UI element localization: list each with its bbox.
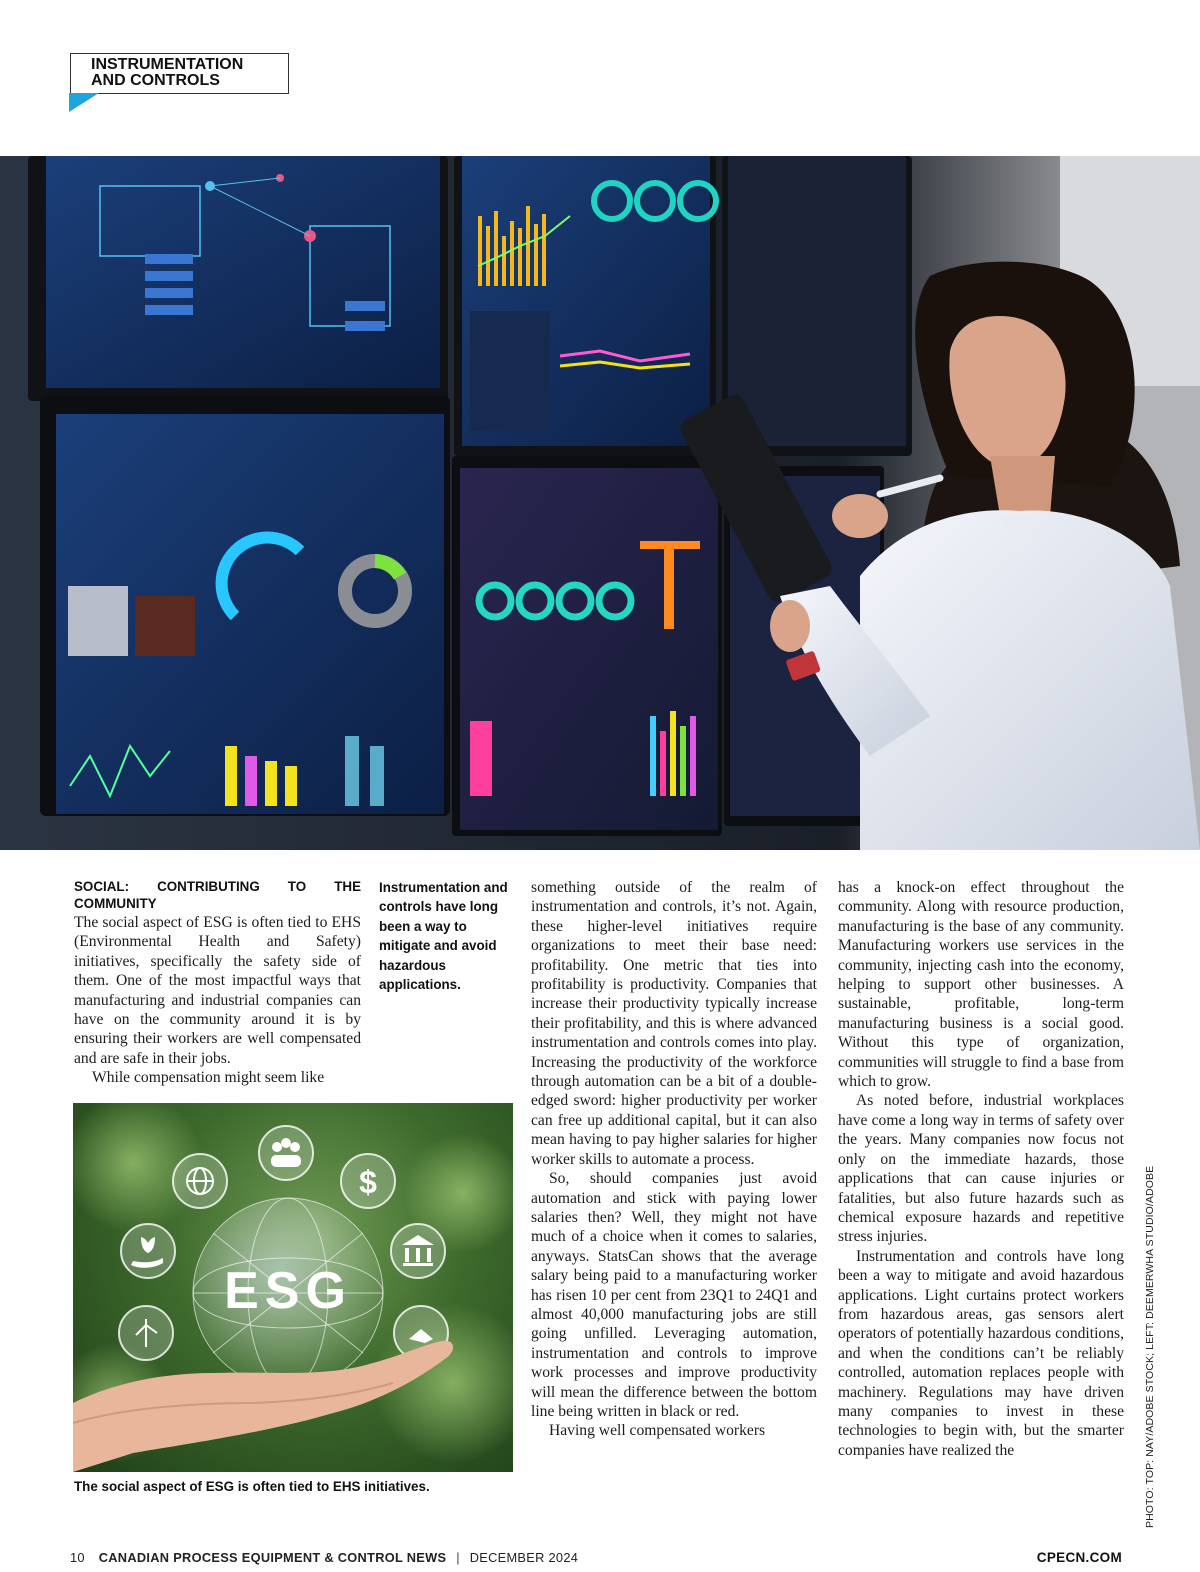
section-tag-line1: INSTRUMENTATION <box>91 56 244 73</box>
section-tag-line2: AND CONTROLS <box>91 72 220 89</box>
section-subhead: SOCIAL: CONTRIBUTING TO THE COMMUNITY <box>74 879 361 911</box>
image-caption: The social aspect of ESG is often tied to EHS initiatives. <box>74 1479 430 1494</box>
section-tag <box>70 53 289 94</box>
photo-credit: PHOTO: TOP: NAY/ADOBE STOCK; LEFT: DEEMERWHA STUDIO/ADOBE <box>1144 1165 1156 1528</box>
body-paragraph: has a knock-on effect throughout the community. Along with resource production, manufacturing is the base of any community. Manufacturing workers use services in the community, injecting cash into the economy, helping to support other businesses. A sustainable, profitable, long-term manufacturing business is a social good. Without this type of organization, communities will struggle to find a base from which to grow. <box>838 879 1124 1091</box>
body-paragraph: Having well compensated workers <box>549 1422 766 1440</box>
pull-quote: Instrumentation and controls have long been a way to mitigate and avoid hazardous applications. <box>379 880 508 993</box>
publication-name: CANADIAN PROCESS EQUIPMENT & CONTROL NEWS <box>98 1550 447 1565</box>
people-icon <box>259 1126 313 1180</box>
body-paragraph: So, should companies just avoid automation and stick with paying lower salaries then? Well, they might not have much of a choice when it comes to salaries, anyways. StatsCan shows that the average salary being paid to a manufacturing worker has risen 10 per cent from 23Q1 to 24Q1 and almost 40,000 manufacturing jobs are still going unfilled. Leveraging automation, instrumentation and controls to improve work processes and improve productivity will mean the difference between the bottom line being written in black or red. <box>531 1170 817 1420</box>
body-paragraph: As noted before, industrial workplaces have come a long way in terms of safety over the years. Many companies now focus not only on the immediate hazards, those applications that can cause injuries or fatalities, but also future hazards such as chemical exposure hazards and repetitive stress injuries. <box>838 1092 1124 1246</box>
page-footer <box>70 1550 578 1565</box>
body-paragraph: While compensation might seem like <box>92 1069 325 1087</box>
article-column-4 <box>838 878 1124 1460</box>
svg-text:$: $ <box>359 1164 377 1200</box>
footer-separator: | <box>456 1550 460 1565</box>
article-column-3 <box>531 878 817 1441</box>
esg-label: ESG <box>224 1262 352 1320</box>
article-column-1 <box>74 878 361 1088</box>
esg-image <box>73 1103 513 1472</box>
page-number: 10 <box>70 1550 85 1565</box>
body-paragraph: Instrumentation and controls have long been a way to mitigate and avoid hazardous applications. Light curtains protect workers from hazardous areas, gas sensors alert operators of potentially hazardous conditions, and when the conditions can’t be reliably controlled, automation replaces people with machinery. Regulations may have driven many companies to invest in these technologies to begin with, but the smarter companies have realized the <box>838 1247 1124 1459</box>
hero-photo <box>0 156 1200 850</box>
body-paragraph: something outside of the realm of instrumentation and controls, it’s not. Again, these higher-level initiatives require organizations to meet their base need: profitability. One metric that ties into profitability is productivity. Companies that increase their productivity typically increase their profitability, and this is where advanced instrumentation and controls comes into play. Increasing the productivity of the workforce through automation can be a bit of a double-edged sword: higher productivity per worker can free up additional capital, but it can also mean having to pay higher salaries for higher worker skills to automate a process. <box>531 879 817 1168</box>
body-paragraph: The social aspect of ESG is often tied to EHS (Environmental Health and Safety) initiatives, specifically the safety side of them. One of the most impactful ways that manufacturing and industrial companies can have on the community around it is by ensuring their workers are well compensated and are safe in their jobs. <box>74 914 361 1067</box>
site-link[interactable]: CPECN.COM <box>1036 1550 1122 1565</box>
issue-date: DECEMBER 2024 <box>469 1550 579 1565</box>
section-tag-accent <box>69 93 99 112</box>
